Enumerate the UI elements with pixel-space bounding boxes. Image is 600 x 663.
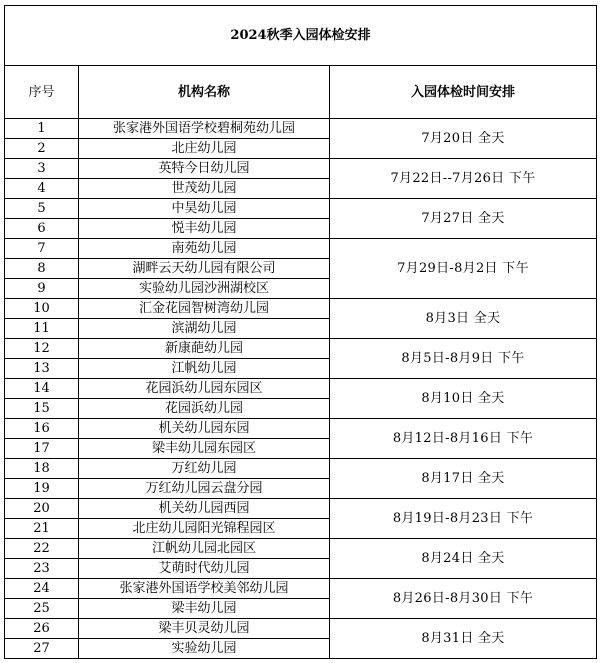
row-number: 2 <box>5 139 79 159</box>
table-row <box>5 199 597 219</box>
institution-name: 梁丰幼儿园 <box>79 599 330 619</box>
institution-name: 江帆幼儿园北园区 <box>79 539 330 559</box>
schedule-cell: 8月26日-8月30日 下午 <box>330 579 597 619</box>
institution-name: 实验幼儿园沙洲湖校区 <box>79 279 330 299</box>
schedule-table <box>4 5 597 659</box>
row-number: 19 <box>5 479 79 499</box>
institution-name: 艾萌时代幼儿园 <box>79 559 330 579</box>
row-number: 26 <box>5 619 79 639</box>
table-row <box>5 119 597 139</box>
row-number: 24 <box>5 579 79 599</box>
institution-name: 北庄幼儿园 <box>79 139 330 159</box>
institution-name: 万红幼儿园 <box>79 459 330 479</box>
row-number: 23 <box>5 559 79 579</box>
row-number: 13 <box>5 359 79 379</box>
table-row <box>5 579 597 599</box>
table-row <box>5 459 597 479</box>
row-number: 11 <box>5 319 79 339</box>
schedule-cell: 8月19日-8月23日 下午 <box>330 499 597 539</box>
row-number: 14 <box>5 379 79 399</box>
institution-name: 江帆幼儿园 <box>79 359 330 379</box>
institution-name: 梁丰贝灵幼儿园 <box>79 619 330 639</box>
row-number: 5 <box>5 199 79 219</box>
table-row <box>5 159 597 179</box>
table-row <box>5 379 597 399</box>
schedule-cell: 7月27日 全天 <box>330 199 597 239</box>
row-number: 21 <box>5 519 79 539</box>
table-row <box>5 539 597 559</box>
row-number: 8 <box>5 259 79 279</box>
row-number: 15 <box>5 399 79 419</box>
institution-name: 英特今日幼儿园 <box>79 159 330 179</box>
table-row <box>5 339 597 359</box>
institution-name: 北庄幼儿园阳光锦程园区 <box>79 519 330 539</box>
schedule-table-body <box>5 6 597 659</box>
table-title: 2024秋季入园体检安排 <box>5 6 597 66</box>
institution-name: 世茂幼儿园 <box>79 179 330 199</box>
institution-name: 万红幼儿园云盘分园 <box>79 479 330 499</box>
schedule-cell: 8月10日 全天 <box>330 379 597 419</box>
institution-name: 张家港外国语学校美邻幼儿园 <box>79 579 330 599</box>
schedule-cell: 7月22日--7月26日 下午 <box>330 159 597 199</box>
institution-name: 花园浜幼儿园东园区 <box>79 379 330 399</box>
row-number: 27 <box>5 639 79 659</box>
schedule-cell: 8月17日 全天 <box>330 459 597 499</box>
institution-name: 中昊幼儿园 <box>79 199 330 219</box>
table-row <box>5 499 597 519</box>
row-number: 10 <box>5 299 79 319</box>
schedule-cell: 7月20日 全天 <box>330 119 597 159</box>
institution-name: 滨湖幼儿园 <box>79 319 330 339</box>
schedule-cell: 8月31日 全天 <box>330 619 597 659</box>
schedule-cell: 8月3日 全天 <box>330 299 597 339</box>
institution-name: 实验幼儿园 <box>79 639 330 659</box>
row-number: 4 <box>5 179 79 199</box>
institution-name: 南苑幼儿园 <box>79 239 330 259</box>
institution-name: 张家港外国语学校碧桐苑幼儿园 <box>79 119 330 139</box>
institution-name: 机关幼儿园东园 <box>79 419 330 439</box>
table-row <box>5 619 597 639</box>
table-row <box>5 299 597 319</box>
institution-name: 花园浜幼儿园 <box>79 399 330 419</box>
header-institution-name: 机构名称 <box>79 66 330 119</box>
institution-name: 梁丰幼儿园东园区 <box>79 439 330 459</box>
row-number: 20 <box>5 499 79 519</box>
row-number: 1 <box>5 119 79 139</box>
row-number: 3 <box>5 159 79 179</box>
header-sequence-number: 序号 <box>5 66 79 119</box>
institution-name: 机关幼儿园西园 <box>79 499 330 519</box>
institution-name: 新康葩幼儿园 <box>79 339 330 359</box>
institution-name: 湖畔云天幼儿园有限公司 <box>79 259 330 279</box>
row-number: 17 <box>5 439 79 459</box>
row-number: 16 <box>5 419 79 439</box>
table-row <box>5 239 597 259</box>
schedule-cell: 7月29日-8月2日 下午 <box>330 239 597 299</box>
institution-name: 汇金花园智树湾幼儿园 <box>79 299 330 319</box>
table-row <box>5 419 597 439</box>
row-number: 7 <box>5 239 79 259</box>
schedule-cell: 8月24日 全天 <box>330 539 597 579</box>
institution-name: 悦丰幼儿园 <box>79 219 330 239</box>
row-number: 6 <box>5 219 79 239</box>
schedule-cell: 8月12日-8月16日 下午 <box>330 419 597 459</box>
schedule-cell: 8月5日-8月9日 下午 <box>330 339 597 379</box>
row-number: 18 <box>5 459 79 479</box>
row-number: 12 <box>5 339 79 359</box>
row-number: 25 <box>5 599 79 619</box>
row-number: 9 <box>5 279 79 299</box>
header-schedule: 入园体检时间安排 <box>330 66 597 119</box>
row-number: 22 <box>5 539 79 559</box>
